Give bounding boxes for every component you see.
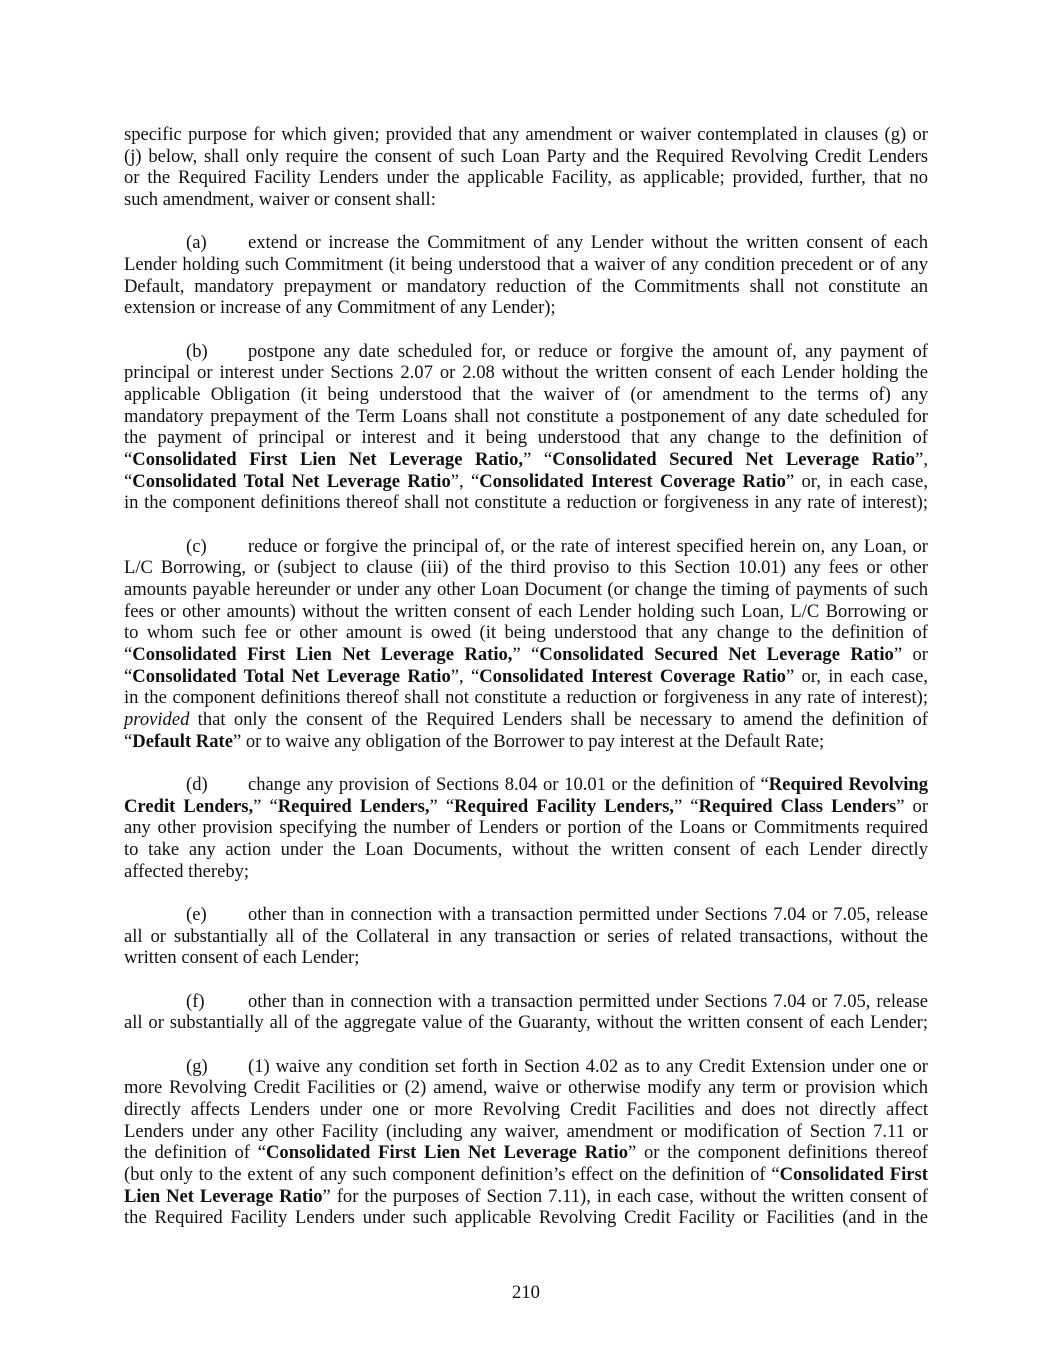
text-line <box>124 384 928 406</box>
text-run: extend or increase the Commitment of any Lender without the written consent of each <box>248 232 928 254</box>
text-line <box>124 1207 928 1229</box>
text-line <box>124 146 928 168</box>
text-run: amounts payable hereunder or under any other Loan Document (or change the timing of payments of such <box>124 579 928 601</box>
text-line <box>124 926 928 948</box>
text-line <box>124 687 928 709</box>
text-run: ” or to waive any obligation of the Borrower to pay interest at the Default Rate; <box>232 730 825 752</box>
text-run: Lenders under any other Facility (including any waiver, amendment or modification of Section 7.11 or <box>124 1120 928 1142</box>
text-line <box>124 644 928 666</box>
text-line <box>124 666 928 688</box>
text-line <box>124 796 928 818</box>
text-run: directly affects Lenders under one or more Revolving Credit Facilities and does not directly affect <box>124 1099 928 1121</box>
text-line <box>124 449 928 471</box>
text-run: the definition of “ <box>124 1142 266 1164</box>
text-run: applicable Obligation (it being understood that the waiver of (or amendment to the terms of) any <box>124 384 928 406</box>
text-line <box>124 167 928 189</box>
text-run: ” or, in each case, <box>785 470 929 492</box>
text-run: (1) waive any condition set forth in Section 4.02 as to any Credit Extension under one or <box>248 1055 928 1077</box>
text-run: mandatory prepayment of the Term Loans shall not constitute a postponement of any date scheduled for <box>124 405 928 427</box>
text-run: ” for the purposes of Section 7.11), in each case, without the written consent of <box>322 1185 928 1207</box>
text-line <box>124 557 928 579</box>
text-line <box>124 1056 928 1078</box>
defined-term: Credit Lenders, <box>124 795 254 817</box>
text-run: Lender holding such Commitment (it being understood that a waiver of any condition precedent or of any <box>124 254 928 276</box>
text-run: to whom such fee or other amount is owed (it being understood that any change to the definition of <box>124 622 928 644</box>
paragraph-clause-c <box>124 536 928 753</box>
text-run: or the Required Facility Lenders under the applicable Facility, as applicable; provided, further, that no <box>124 167 928 189</box>
text-run: ” “ <box>673 795 699 817</box>
text-run: other than in connection with a transaction permitted under Sections 7.04 or 7.05, release <box>248 904 928 926</box>
clause-label: (g) <box>186 1055 208 1077</box>
text-line <box>124 1186 928 1208</box>
text-run: more Revolving Credit Facilities or (2) amend, waive or otherwise modify any term or provision which <box>124 1077 928 1099</box>
text-run: ” “ <box>512 644 540 666</box>
text-line <box>124 362 928 384</box>
text-line <box>124 817 928 839</box>
text-run: change any provision of Sections 8.04 or 10.01 or the definition of “ <box>248 774 769 796</box>
paragraph-clause-f <box>124 991 928 1034</box>
clause-label: (d) <box>186 774 208 796</box>
text-line <box>124 232 928 254</box>
paragraph-clause-d <box>124 774 928 882</box>
text-run: “ <box>124 665 133 687</box>
text-run: in the component definitions thereof shall not constitute a reduction or forgiveness in any rate of interest); <box>124 492 928 514</box>
text-run: all or substantially all of the Collateral in any transaction or series of related transactions, without the <box>124 925 928 947</box>
text-line <box>124 124 928 146</box>
text-run: ” or the component definitions thereof <box>628 1142 929 1164</box>
defined-term: Lien Net Leverage Ratio <box>124 1185 323 1207</box>
text-run: ” “ <box>429 795 455 817</box>
text-run: ” “ <box>253 795 278 817</box>
text-line <box>124 991 928 1013</box>
text-line <box>124 254 928 276</box>
text-line <box>124 579 928 601</box>
text-line <box>124 427 928 449</box>
text-line <box>124 622 928 644</box>
text-run: Default, mandatory prepayment or mandatory reduction of the Commitments shall not constitute an <box>124 275 928 297</box>
text-run: (but only to the extent of any such component definition’s effect on the definition of “ <box>124 1164 780 1186</box>
defined-term: Consolidated Total Net Leverage Ratio <box>132 665 451 687</box>
text-line <box>124 1164 928 1186</box>
text-line <box>124 709 928 731</box>
text-run: specific purpose for which given; provided that any amendment or waiver contemplated in clauses (g) or <box>124 124 928 145</box>
text-run: all or substantially all of the aggregate value of the Guaranty, without the written consent of each Lender; <box>124 1012 928 1034</box>
defined-term: Consolidated First <box>779 1164 928 1186</box>
text-line <box>124 1121 928 1143</box>
text-run: ” or, in each case, <box>785 665 929 687</box>
text-line <box>124 774 928 796</box>
text-run: “ <box>124 644 133 666</box>
text-run: ”, “ <box>450 470 480 492</box>
defined-term: Default Rate <box>132 730 233 752</box>
text-line <box>124 1012 928 1034</box>
text-run: “ <box>124 730 133 752</box>
text-run: fees or other amounts) without the written consent of each Lender holding such Loan, L/C Borrowing or <box>124 600 928 622</box>
defined-term: Required Lenders, <box>277 795 430 817</box>
text-run: ”, “ <box>450 665 480 687</box>
defined-term: Required Class Lenders <box>698 795 897 817</box>
text-run: affected thereby; <box>124 860 250 882</box>
clause-label: (c) <box>186 535 207 557</box>
page-number: 210 <box>512 1282 540 1303</box>
text-line <box>124 471 928 493</box>
text-run: written consent of each Lender; <box>124 947 360 969</box>
text-run: principal or interest under Sections 2.07 or 2.08 without the written consent of each Lender holding the <box>124 362 928 384</box>
clause-label: (f) <box>186 990 205 1012</box>
text-line <box>124 536 928 558</box>
text-run: such amendment, waiver or consent shall: <box>124 189 436 211</box>
text-run: the payment of principal or interest and it being understood that any change to the definition of <box>124 427 928 449</box>
text-line <box>124 406 928 428</box>
text-run: extension or increase of any Commitment of any Lender); <box>124 297 556 319</box>
text-line <box>124 1099 928 1121</box>
text-line <box>124 839 928 861</box>
text-line <box>124 731 928 753</box>
paragraph-clause-b <box>124 341 928 514</box>
text-run: to take any action under the Loan Documents, without the written consent of each Lender directly <box>124 839 928 861</box>
defined-term: Consolidated Secured Net Leverage Ratio <box>552 449 916 471</box>
text-line <box>124 1077 928 1099</box>
defined-term: Consolidated Total Net Leverage Ratio <box>132 470 451 492</box>
text-run: ” or <box>893 644 929 666</box>
paragraph-clause-a <box>124 232 928 319</box>
clause-label: (a) <box>186 232 207 254</box>
text-run: “ <box>124 470 133 492</box>
defined-term: Consolidated Interest Coverage Ratio <box>479 665 786 687</box>
text-run: other than in connection with a transaction permitted under Sections 7.04 or 7.05, release <box>248 990 928 1012</box>
defined-term: Consolidated First Lien Net Leverage Ratio, <box>132 449 524 471</box>
defined-term: Required Facility Lenders, <box>454 795 674 817</box>
text-run: ” or <box>896 795 929 817</box>
text-run: ” “ <box>523 449 553 471</box>
text-line <box>124 297 928 319</box>
text-run: the Required Facility Lenders under such applicable Revolving Credit Facility or Facilities (and in the <box>124 1207 928 1229</box>
paragraph-intro <box>124 124 928 211</box>
clause-label: (b) <box>186 340 208 362</box>
text-line <box>124 1142 928 1164</box>
document-body <box>124 124 928 1251</box>
text-run: “ <box>124 449 133 471</box>
emphasis-term: provided <box>124 709 190 731</box>
text-line <box>124 601 928 623</box>
text-run: (j) below, shall only require the consent of such Loan Party and the Required Revolving Credit Lenders <box>124 145 928 167</box>
defined-term: Consolidated First Lien Net Leverage Ratio <box>266 1142 629 1164</box>
text-line <box>124 947 928 969</box>
text-line <box>124 276 928 298</box>
defined-term: Consolidated Secured Net Leverage Ratio <box>539 644 894 666</box>
text-run: L/C Borrowing, or (subject to clause (iii) of the third proviso to this Section 10.01) any fees or other <box>124 557 928 579</box>
text-run: postpone any date scheduled for, or reduce or forgive the amount of, any payment of <box>248 340 928 362</box>
text-run: ”, <box>915 449 929 471</box>
text-line <box>124 861 928 883</box>
text-line <box>124 904 928 926</box>
paragraph-clause-e <box>124 904 928 969</box>
text-line <box>124 492 928 514</box>
clause-label: (e) <box>186 904 207 926</box>
text-line <box>124 189 928 211</box>
text-run: any other provision specifying the number of Lenders or portion of the Loans or Commitments required <box>124 817 928 839</box>
paragraph-clause-g <box>124 1056 928 1229</box>
defined-term: Consolidated First Lien Net Leverage Ratio, <box>132 644 513 666</box>
text-run: reduce or forgive the principal of, or the rate of interest specified herein on, any Loan, or <box>248 535 928 557</box>
text-run: in the component definitions thereof shall not constitute a reduction or forgiveness in any rate of interest); <box>124 687 928 709</box>
defined-term: Consolidated Interest Coverage Ratio <box>479 470 786 492</box>
defined-term: Required Revolving <box>768 774 928 796</box>
text-run: that only the consent of the Required Lenders shall be necessary to amend the definition of <box>189 709 928 731</box>
text-line <box>124 341 928 363</box>
